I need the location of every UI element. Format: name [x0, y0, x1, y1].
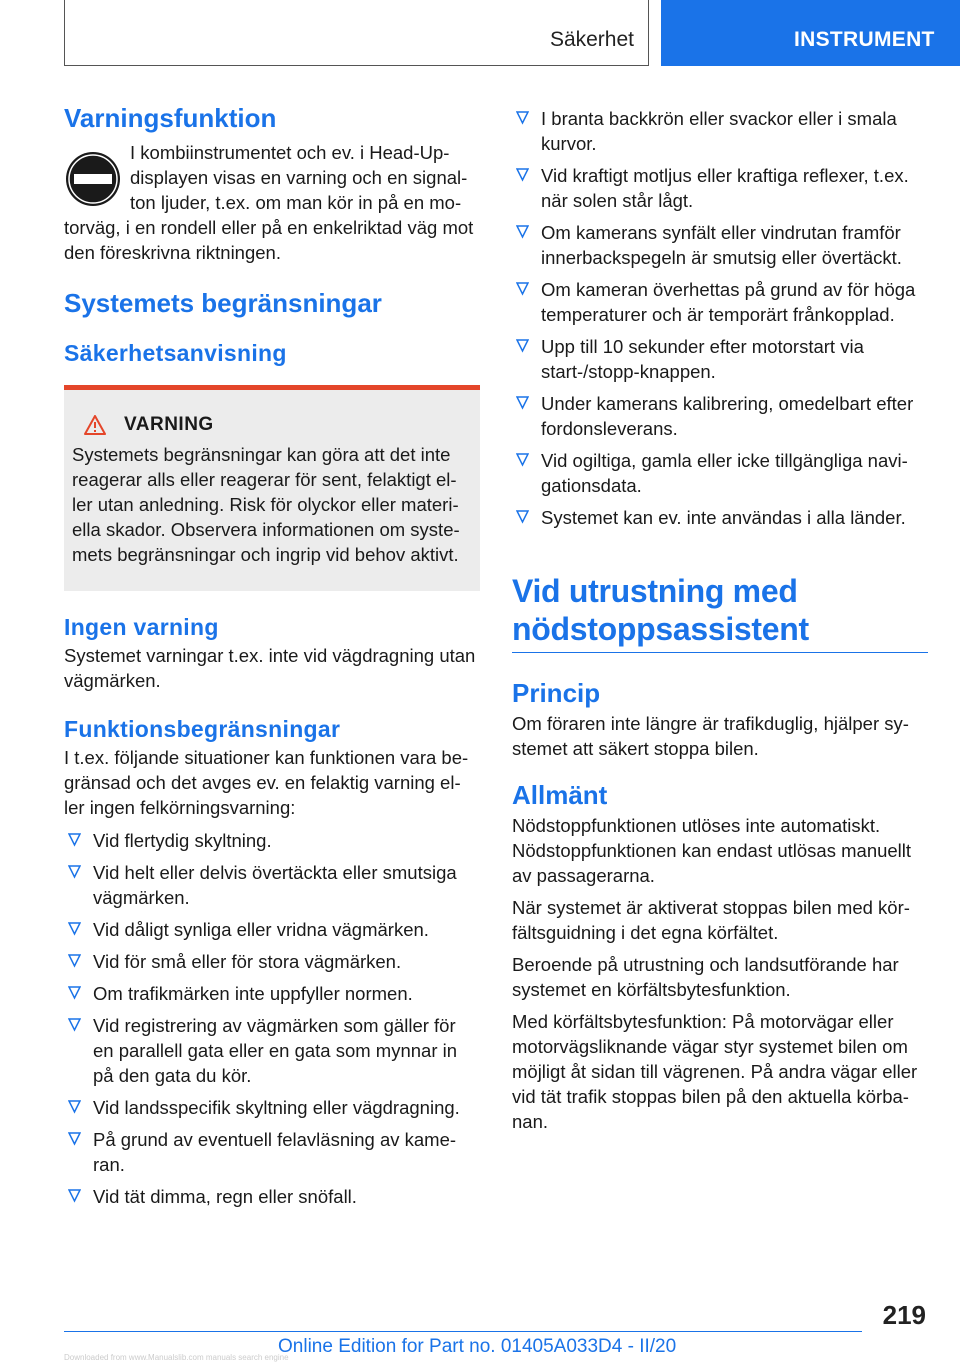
triangle-bullet-icon — [68, 833, 81, 847]
function-limits-list-continued — [512, 106, 928, 530]
section-title-line-1: Vid utrustning med — [512, 573, 798, 609]
footer-edition-text: Online Edition for Part no. 01405A033D4 - II/20 — [278, 1336, 677, 1357]
principle-text: Om föraren inte längre är trafikduglig, hjälper sy-stemet att säkert stoppa bilen. — [512, 713, 909, 759]
list-item: Vid registrering av vägmärken som gäller för en parallell gata eller en gata som mynnar in på den gata du kör. — [64, 1013, 480, 1088]
no-entry-sign-icon — [64, 150, 122, 208]
footer-divider — [64, 1331, 862, 1332]
triangle-bullet-icon — [68, 865, 81, 879]
subsection-title-general: Allmänt — [512, 780, 608, 810]
triangle-bullet-icon — [516, 225, 529, 239]
triangle-bullet-icon — [68, 954, 81, 968]
list-item: Systemet kan ev. inte användas i alla länder. — [512, 505, 928, 530]
warning-triangle-icon — [84, 415, 106, 435]
triangle-bullet-icon — [68, 1132, 81, 1146]
general-paragraph-4: Med körfältsbytesfunktion: På motorvägar eller motorvägsliknande vägar styr systemet bilen om möjligt åt sidan till vägrenen. På andra vägar eller vid tät trafik stoppas bilen på den aktuella körba-nan. — [512, 1011, 918, 1132]
section-divider — [512, 652, 928, 653]
page-number: 219 — [882, 1300, 926, 1330]
section-title-warning-function: Varningsfunktion — [64, 103, 277, 133]
warning-function-text: I kombiinstrumentet och ev. i Head-Up-displayen visas en varning och en signal-ton ljuder, t.ex. om man kör in på en mo-torväg, i en rondell eller på en enkelriktad väg mot den föreskrivna riktningen. — [64, 142, 474, 263]
footer-watermark: Downloaded from www.Manualslib.com manuals search engine — [64, 1353, 289, 1362]
subsection-title-safety: Säkerhetsanvisning — [64, 340, 287, 366]
footer-edition — [278, 1336, 676, 1358]
no-warning-text: Systemet varningar t.ex. inte vid vägdragning utan vägmärken. — [64, 645, 476, 691]
list-item: Om trafikmärken inte uppfyller normen. — [64, 981, 480, 1006]
warning-box — [64, 385, 480, 591]
warning-text: Systemets begränsningar kan göra att det inte reagerar alls eller reagerar för sent, felaktigt el-ler utan anledning. Risk för olyckor eller materi-ella skador. Observera informationen om syste-mets begränsningar och ingrip vid behov aktivt. — [72, 444, 460, 565]
general-paragraph-2: När systemet är aktiverat stoppas bilen med kör-fältsguidning i det egna körfältet. — [512, 897, 910, 943]
function-limits-list — [64, 828, 480, 1209]
list-item: Vid tät dimma, regn eller snöfall. — [64, 1184, 480, 1209]
subsection-title-function-limits: Funktionsbegränsningar — [64, 716, 341, 742]
list-item: Vid flertydig skyltning. — [64, 828, 480, 853]
triangle-bullet-icon — [516, 510, 529, 524]
header-chapter-tab — [661, 0, 960, 66]
header-section-tab — [64, 0, 649, 66]
warning-heading — [84, 414, 472, 436]
triangle-bullet-icon — [68, 986, 81, 1000]
header-chapter-label: INSTRUMENT — [794, 28, 935, 51]
triangle-bullet-icon — [68, 922, 81, 936]
warning-label: VARNING — [124, 414, 214, 435]
list-item: På grund av eventuell felavläsning av kame-ran. — [64, 1127, 480, 1177]
section-title-system-limits: Systemets begränsningar — [64, 288, 382, 318]
list-item: Vid för små eller för stora vägmärken. — [64, 949, 480, 974]
subsection-title-principle: Princip — [512, 678, 601, 708]
list-item: Om kameran överhettas på grund av för höga temperaturer och är temporärt frånkopplad. — [512, 277, 928, 327]
list-item: Under kamerans kalibrering, omedelbart efter fordonsleverans. — [512, 391, 928, 441]
list-item: Om kamerans synfält eller vindrutan framför innerbackspegeln är smutsig eller övertäckt. — [512, 220, 928, 270]
list-item: Vid landsspecifik skyltning eller vägdragning. — [64, 1095, 480, 1120]
triangle-bullet-icon — [516, 396, 529, 410]
triangle-bullet-icon — [68, 1189, 81, 1203]
general-paragraph-1: Nödstoppfunktionen utlöses inte automatiskt. Nödstoppfunktionen kan endast utlösas manuellt av passagerarna. — [512, 815, 912, 886]
triangle-bullet-icon — [516, 282, 529, 296]
function-limits-text: I t.ex. följande situationer kan funktionen vara be-gränsad och det avges ev. en felaktig varning el-ler ingen felkörningsvarning: — [64, 747, 469, 818]
triangle-bullet-icon — [516, 453, 529, 467]
list-item: Vid kraftigt motljus eller kraftiga reflexer, t.ex. när solen står lågt. — [512, 163, 928, 213]
header-section-label: Säkerhet — [549, 28, 634, 51]
subsection-title-no-warning: Ingen varning — [64, 614, 219, 640]
right-column — [512, 106, 928, 1134]
triangle-bullet-icon — [516, 111, 529, 125]
warning-function-section — [64, 100, 480, 265]
general-paragraph-3: Beroende på utrustning och landsutförande har systemet en körfältsbytesfunktion. — [512, 954, 899, 1000]
left-column — [64, 100, 480, 1216]
section-title-emergency-stop — [512, 572, 928, 648]
list-item: Vid dåligt synliga eller vridna vägmärken. — [64, 917, 480, 942]
list-item: Vid ogiltiga, gamla eller icke tillgängliga navi-gationsdata. — [512, 448, 928, 498]
triangle-bullet-icon — [68, 1018, 81, 1032]
list-item: Upp till 10 sekunder efter motorstart via start-/stopp-knappen. — [512, 334, 928, 384]
section-title-line-2: nödstoppsassistent — [512, 611, 809, 647]
list-item: Vid helt eller delvis övertäckta eller smutsiga vägmärken. — [64, 860, 480, 910]
triangle-bullet-icon — [516, 168, 529, 182]
list-item: I branta backkrön eller svackor eller i smala kurvor. — [512, 106, 928, 156]
triangle-bullet-icon — [68, 1100, 81, 1114]
triangle-bullet-icon — [516, 339, 529, 353]
